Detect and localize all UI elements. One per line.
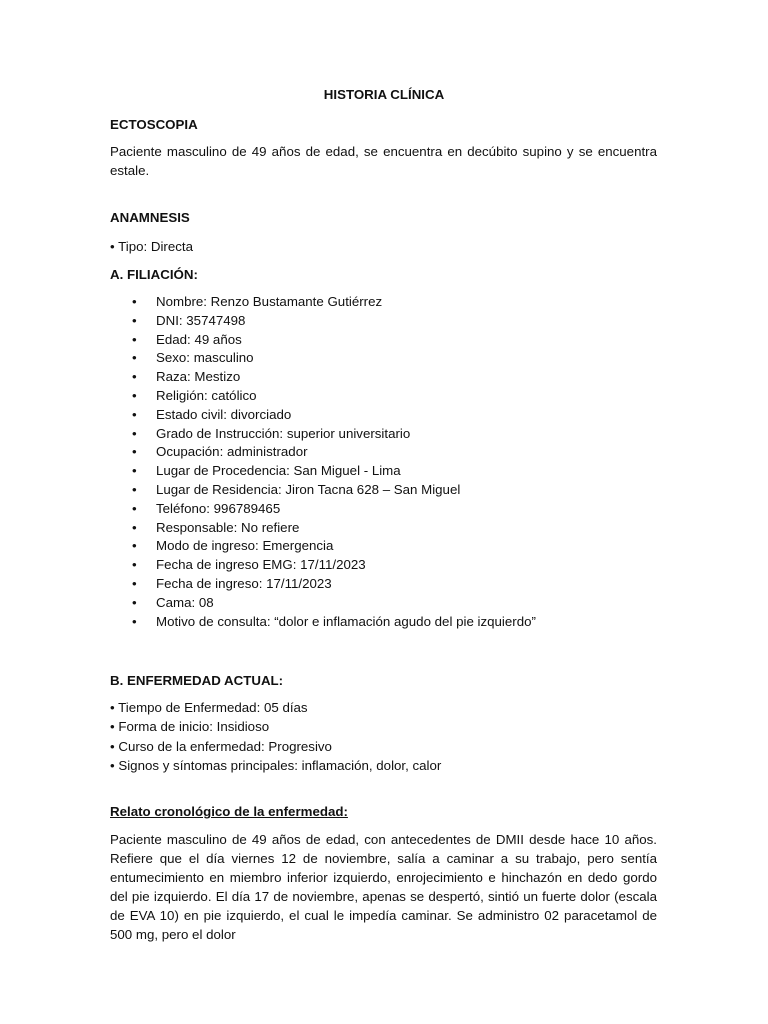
filiacion-item-text: Lugar de Procedencia: San Miguel - Lima	[156, 463, 401, 479]
bullet-glyph: •	[132, 519, 137, 535]
filiacion-list-item	[110, 293, 657, 312]
filiacion-list-item	[110, 594, 657, 613]
bullet-glyph: •	[132, 613, 137, 629]
bullet-glyph: •	[132, 369, 137, 385]
bullet-glyph: •	[132, 557, 137, 573]
filiacion-list-item	[110, 613, 657, 632]
list-item: • Tiempo de Enfermedad: 05 días	[110, 700, 308, 715]
filiacion-item-text: Fecha de ingreso: 17/11/2023	[156, 575, 332, 591]
filiacion-list-item	[110, 368, 657, 387]
filiacion-item-text: Grado de Instrucción: superior universitario	[156, 425, 411, 441]
filiacion-list-item	[110, 556, 657, 575]
bullet-glyph: •	[132, 350, 137, 366]
list-item: • Forma de inicio: Insidioso	[110, 719, 270, 735]
filiacion-item-text: Fecha de ingreso EMG: 17/11/2023	[156, 557, 366, 573]
bullet-glyph: •	[132, 406, 137, 422]
filiacion-item-text: Sexo: masculino	[156, 350, 254, 366]
filiacion-item-text: Nombre: Renzo Bustamante Gutiérrez	[156, 294, 383, 309]
filiacion-item-text: Modo de ingreso: Emergencia	[156, 538, 334, 554]
filiacion-item-text: Responsable: No refiere	[156, 519, 300, 535]
filiacion-item-text: Cama: 08	[156, 594, 214, 610]
filiacion-list-item	[110, 537, 657, 556]
filiacion-item-text: Ocupación: administrador	[156, 444, 308, 460]
bullet-glyph: •	[132, 481, 137, 497]
bullet-glyph: •	[132, 387, 137, 403]
bullet-glyph: •	[132, 575, 137, 591]
filiacion-list-item	[110, 312, 657, 331]
filiacion-list-item	[110, 406, 657, 425]
filiacion-list-item	[110, 481, 657, 500]
bullet-glyph: •	[132, 312, 137, 328]
filiacion-item-text: Motivo de consulta: “dolor e inflamación agudo del pie izquierdo”	[156, 613, 536, 629]
filiacion-list-container	[110, 293, 657, 631]
bullet-glyph: •	[132, 594, 137, 610]
relato-heading: Relato cronológico de la enfermedad:	[110, 804, 348, 819]
filiacion-heading: A. FILIACIÓN:	[110, 267, 198, 282]
filiacion-item-text: Estado civil: divorciado	[156, 406, 292, 422]
list-item: • Curso de la enfermedad: Progresivo	[110, 738, 332, 754]
ectoscopia-heading: ECTOSCOPIA	[110, 117, 198, 132]
enfermedad-actual-list	[110, 698, 657, 775]
filiacion-list	[110, 293, 657, 631]
ectoscopia-paragraph: Paciente masculino de 49 años de edad, se encuentra en decúbito supino y se encuentra estale.	[110, 144, 657, 178]
filiacion-list-item	[110, 462, 657, 481]
filiacion-item-text: Teléfono: 996789465	[156, 500, 281, 516]
filiacion-list-item	[110, 387, 657, 406]
filiacion-item-text: Lugar de Residencia: Jiron Tacna 628 – San Miguel	[156, 481, 461, 497]
bullet-glyph: •	[132, 294, 137, 309]
filiacion-item-text: Edad: 49 años	[156, 331, 242, 347]
relato-paragraph: Paciente masculino de 49 años de edad, con antecedentes de DMII desde hace 10 años. Refiere que el día viernes 12 de noviembre, salía a caminar a su trabajo, pero sentía entumecimiento en miembro inferior izquierdo, enrojecimiento e hinchazón en dedo gordo del pie izquierdo. El día 17 de noviembre, apenas se despertó, sintió un fuerte dolor (escala de EVA 10) en pie izquierdo, el cual le impedía caminar. Se administro 02 paracetamol de 500 mg, pero el dolor	[110, 832, 657, 942]
list-item: • Signos y síntomas principales: inflamación, dolor, calor	[110, 757, 442, 773]
filiacion-list-item	[110, 425, 657, 444]
bullet-glyph: •	[132, 500, 137, 516]
filiacion-list-item	[110, 443, 657, 462]
bullet-glyph: •	[132, 538, 137, 554]
filiacion-list-item	[110, 519, 657, 538]
filiacion-item-text: Raza: Mestizo	[156, 369, 241, 385]
bullet-glyph: •	[132, 331, 137, 347]
filiacion-list-item	[110, 500, 657, 519]
filiacion-list-item	[110, 575, 657, 594]
anamnesis-tipo: • Tipo: Directa	[110, 239, 193, 254]
bullet-glyph: •	[132, 425, 137, 441]
filiacion-list-item	[110, 349, 657, 368]
anamnesis-heading: ANAMNESIS	[110, 210, 190, 225]
bullet-glyph: •	[132, 463, 137, 479]
filiacion-item-text: DNI: 35747498	[156, 312, 246, 328]
enfermedad-actual-heading: B. ENFERMEDAD ACTUAL:	[110, 673, 284, 688]
bullet-glyph: •	[132, 444, 137, 460]
filiacion-list-item	[110, 331, 657, 350]
filiacion-item-text: Religión: católico	[156, 387, 257, 403]
document-title: HISTORIA CLÍNICA	[323, 87, 445, 102]
